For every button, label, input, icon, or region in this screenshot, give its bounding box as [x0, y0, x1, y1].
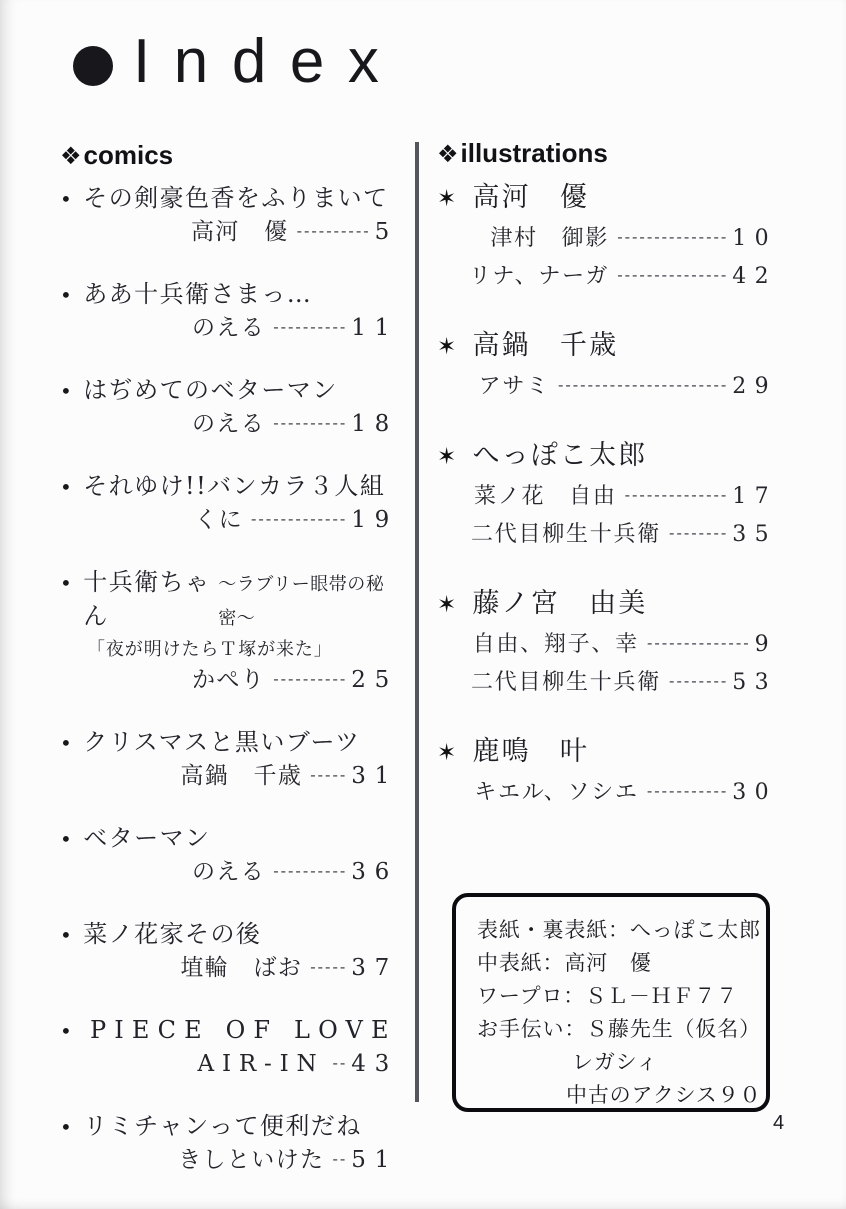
illustrations-column: [437, 138, 777, 841]
dot-leader: -----: [310, 765, 348, 784]
comic-title: 菜ノ花家その後: [83, 920, 262, 948]
comics-header-label: comics: [83, 140, 174, 170]
comic-title: はぢめてのベターマン: [83, 376, 338, 404]
star-icon: ✶: [437, 444, 459, 470]
comic-page-number: 18: [351, 411, 398, 437]
illustration-label: 二代目柳生十兵衛: [470, 670, 662, 695]
credit-line-helper-2: レガシィ: [572, 1050, 659, 1074]
dot-leader: ----------: [273, 413, 348, 432]
illustration-label: 二代目柳生十兵衛: [470, 522, 662, 547]
dot-leader: -------------: [250, 509, 348, 528]
dot-leader: -----: [310, 957, 348, 976]
bullet-icon: •: [60, 923, 74, 947]
comic-title: ああ十兵衛さまっ…: [83, 280, 313, 308]
artist-name: 鹿鳴 叶: [472, 736, 590, 767]
comic-page-number: 11: [351, 315, 398, 341]
comic-entry: [60, 469, 398, 538]
comic-author: かぺり: [192, 667, 266, 693]
credit-line-cover: 表紙・裏表紙：へっぽこ太郎: [477, 918, 761, 942]
credits-box: [452, 893, 770, 1112]
comic-author: くに: [194, 507, 243, 533]
bullet-icon: •: [60, 475, 74, 499]
artist-group: [437, 325, 777, 406]
artist-group: [437, 583, 777, 702]
dot-leader: --------: [669, 523, 729, 542]
illustration-label: キエル、ソシエ: [474, 780, 639, 805]
comic-entry: [60, 917, 398, 986]
credit-line-inner-cover: 中表紙：高河 優: [477, 951, 652, 975]
bullet-icon: •: [60, 187, 74, 211]
comic-author: 埴輪 ばお: [180, 955, 303, 981]
dot-leader: -----------------------: [557, 375, 729, 394]
comic-title: その剣豪色香をふりまいて: [83, 184, 389, 212]
dot-leader: ----------: [273, 317, 348, 336]
credit-line-wordprocessor: ワープロ：ＳＬ－ＨＦ７７: [477, 984, 739, 1008]
comic-title: 十兵衛ちゃん: [83, 568, 211, 630]
illustration-page-number: 42: [732, 264, 777, 289]
illustration-page-number: 35: [732, 522, 777, 547]
dot-leader: ----------: [273, 669, 348, 688]
comic-entry: [60, 725, 398, 794]
artist-name: 藤ノ宮 由美: [472, 588, 648, 619]
illustrations-header-label: illustrations: [460, 138, 608, 168]
artist-name: へっぽこ太郎: [472, 440, 648, 471]
comic-page-number: 19: [351, 507, 398, 533]
comic-subtitle: 「夜が明けたらＴ塚が来た」: [87, 639, 333, 660]
comic-title: クリスマスと黒いブーツ: [83, 728, 361, 756]
comic-author: のえる: [192, 859, 266, 885]
page-title: [73, 26, 402, 97]
illustration-page-number: 17: [732, 484, 777, 509]
illustration-page-number: 30: [732, 780, 777, 805]
illustration-label: アサミ: [478, 374, 550, 399]
page-title-text: Index: [133, 27, 403, 96]
dot-leader: ---------------: [617, 227, 729, 246]
star-icon: ✶: [437, 740, 459, 766]
comic-title-suffix: ～ラブリー眼帯の秘密～: [218, 574, 385, 629]
section-diamond-icon: ❖: [437, 139, 459, 168]
artist-group: [437, 435, 777, 554]
artist-name: 高河 優: [472, 182, 590, 213]
comic-author: のえる: [192, 411, 266, 437]
dot-leader: --: [332, 1149, 348, 1168]
comic-page-number: 37: [351, 955, 398, 981]
illustration-label: 自由、翔子、幸: [472, 632, 639, 657]
comic-entry: [60, 181, 398, 250]
comic-entry: [60, 1013, 398, 1082]
comic-author: のえる: [192, 315, 266, 341]
credit-line-helpers: お手伝い：Ｓ藤先生（仮名）: [477, 1017, 761, 1041]
comic-author: 高河 優: [191, 219, 289, 245]
star-icon: ✶: [437, 592, 459, 618]
comic-page-number: 5: [374, 219, 398, 245]
comic-entry: [60, 373, 398, 442]
bullet-icon: •: [60, 731, 74, 755]
dot-leader: --------------: [646, 633, 751, 652]
comic-entry: [60, 565, 398, 698]
column-divider: [415, 142, 419, 1102]
illustration-page-number: 29: [732, 374, 777, 399]
bullet-icon: •: [60, 571, 74, 595]
illustration-label: リナ、ナーガ: [469, 264, 610, 289]
page-number: 4: [773, 1112, 785, 1134]
comic-page-number: 25: [351, 667, 398, 693]
comic-page-number: 36: [351, 859, 398, 885]
bullet-icon: •: [60, 827, 74, 851]
artist-group: [437, 731, 777, 812]
dot-leader: -----------: [646, 781, 729, 800]
comics-column: [60, 140, 398, 1205]
dot-leader: --------------: [624, 485, 729, 504]
comic-title: PIECE OF LOVE: [89, 1016, 397, 1044]
section-diamond-icon: ❖: [60, 141, 82, 170]
comic-page-number: 43: [351, 1051, 398, 1077]
comic-entry: [60, 1109, 398, 1178]
bullet-dot-icon: [73, 46, 113, 86]
dot-leader: --------: [669, 671, 729, 690]
dot-leader: ---------------: [617, 265, 729, 284]
comic-author: 高鍋 千歳: [180, 763, 303, 789]
illustrations-header: [437, 138, 777, 169]
star-icon: ✶: [437, 186, 459, 212]
comic-title: リミチャンって便利だね: [83, 1112, 362, 1140]
credit-line-helper-3: 中古のアクシス９０: [566, 1083, 762, 1107]
comic-title: それゆけ!!バンカラ３人組: [83, 472, 386, 500]
comic-page-number: 51: [351, 1147, 398, 1173]
illustration-page-number: 53: [732, 670, 777, 695]
star-icon: ✶: [437, 334, 459, 360]
bullet-icon: •: [60, 379, 74, 403]
comic-author: AIR-IN: [197, 1051, 325, 1077]
dot-leader: --: [332, 1053, 348, 1072]
dot-leader: ----------: [273, 861, 348, 880]
comic-page-number: 31: [351, 763, 398, 789]
artist-name: 高鍋 千歳: [472, 330, 619, 361]
artist-group: [437, 177, 777, 296]
illustration-label: 菜ノ花 自由: [474, 484, 617, 509]
comic-entry: [60, 821, 398, 890]
bullet-icon: •: [60, 1115, 74, 1139]
comic-title: ベターマン: [83, 824, 211, 852]
comic-entry: [60, 277, 398, 346]
comics-header: [60, 140, 398, 171]
illustration-page-number: 9: [754, 632, 777, 657]
illustration-label: 津村 御影: [490, 226, 610, 251]
comic-author: きしといけた: [178, 1147, 325, 1173]
bullet-icon: •: [60, 1019, 80, 1043]
dot-leader: ----------: [296, 221, 371, 240]
bullet-icon: •: [60, 283, 74, 307]
illustration-page-number: 10: [732, 226, 777, 251]
